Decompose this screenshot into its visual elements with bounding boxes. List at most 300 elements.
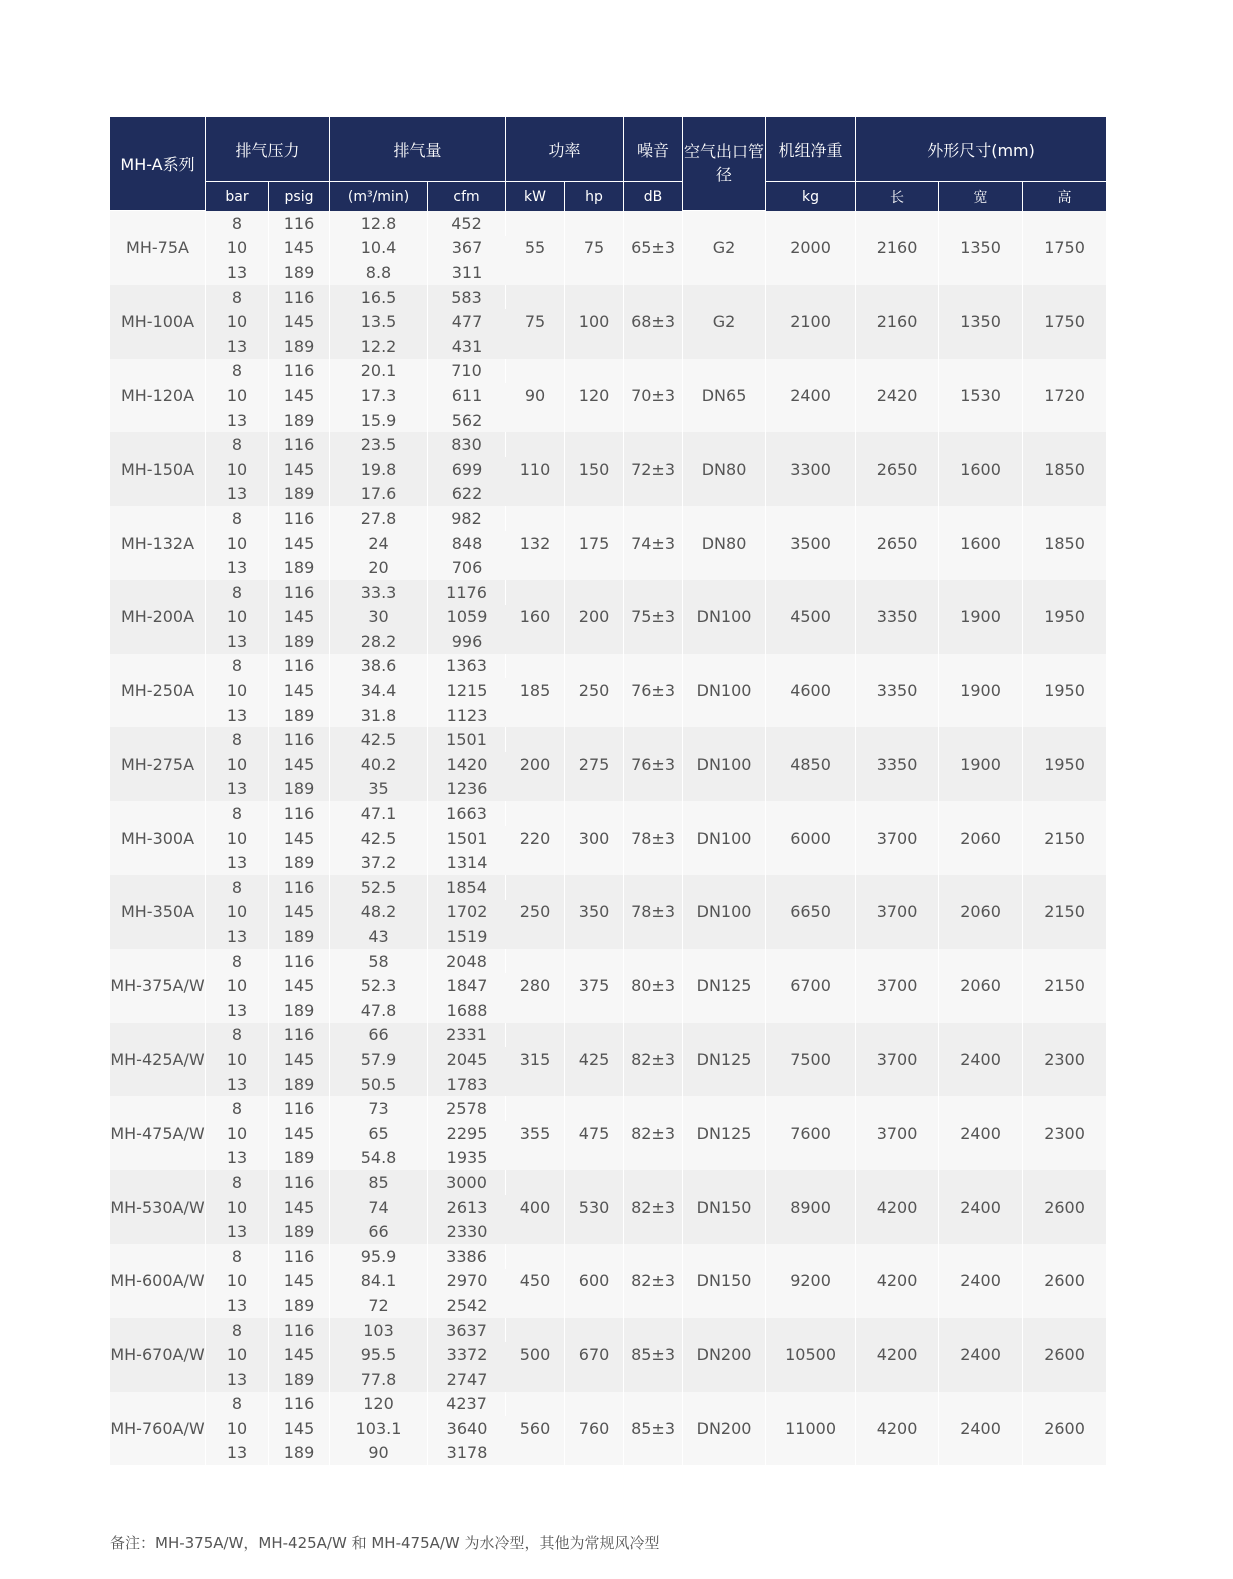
model-name-cell: MH-350A — [110, 875, 206, 949]
height-cell: 1720 — [1023, 359, 1106, 433]
m3min-cell: 54.8 — [330, 1146, 428, 1171]
psig-cell: 145 — [269, 752, 330, 777]
table-row — [110, 1096, 1106, 1121]
psig-cell: 116 — [269, 1318, 330, 1343]
cfm-cell: 1059 — [428, 605, 506, 630]
kw-cell: 355 — [506, 1096, 565, 1170]
psig-cell: 189 — [269, 334, 330, 359]
bar-cell: 8 — [206, 432, 269, 457]
psig-cell: 116 — [269, 432, 330, 457]
cfm-cell: 1236 — [428, 777, 506, 802]
table-row — [110, 801, 1106, 826]
hp-cell: 600 — [565, 1244, 624, 1318]
cfm-cell: 996 — [428, 629, 506, 654]
bar-cell: 13 — [206, 998, 269, 1023]
unit-bar: bar — [206, 182, 269, 211]
kw-cell: 185 — [506, 654, 565, 728]
psig-cell: 145 — [269, 973, 330, 998]
cfm-cell: 1519 — [428, 924, 506, 949]
bar-cell: 10 — [206, 457, 269, 482]
m3min-cell: 43 — [330, 924, 428, 949]
outlet-cell: DN80 — [683, 506, 766, 580]
width-cell: 2060 — [939, 875, 1023, 949]
height-cell: 2300 — [1023, 1023, 1106, 1097]
outlet-cell: DN100 — [683, 580, 766, 654]
hp-cell: 670 — [565, 1318, 624, 1392]
kw-cell: 250 — [506, 875, 565, 949]
psig-cell: 189 — [269, 1441, 330, 1466]
width-cell: 1350 — [939, 285, 1023, 359]
weight-cell: 2000 — [766, 211, 856, 285]
m3min-cell: 12.8 — [330, 211, 428, 236]
psig-cell: 116 — [269, 801, 330, 826]
bar-cell: 10 — [206, 826, 269, 851]
hp-cell: 75 — [565, 211, 624, 285]
bar-cell: 13 — [206, 1293, 269, 1318]
psig-cell: 145 — [269, 457, 330, 482]
model-name-cell: MH-600A/W — [110, 1244, 206, 1318]
kw-cell: 160 — [506, 580, 565, 654]
cfm-cell: 1501 — [428, 727, 506, 752]
cfm-cell: 452 — [428, 211, 506, 236]
db-cell: 75±3 — [624, 580, 683, 654]
m3min-cell: 17.6 — [330, 482, 428, 507]
model-name-cell: MH-530A/W — [110, 1170, 206, 1244]
table-row — [110, 211, 1106, 236]
cfm-cell: 477 — [428, 309, 506, 334]
width-cell: 1900 — [939, 654, 1023, 728]
table-row — [110, 1392, 1106, 1417]
psig-cell: 189 — [269, 850, 330, 875]
weight-cell: 6700 — [766, 949, 856, 1023]
psig-cell: 116 — [269, 285, 330, 310]
outlet-cell: DN100 — [683, 801, 766, 875]
kw-cell: 75 — [506, 285, 565, 359]
weight-cell: 11000 — [766, 1392, 856, 1466]
psig-cell: 116 — [269, 654, 330, 679]
cfm-cell: 1688 — [428, 998, 506, 1023]
cfm-cell: 1847 — [428, 973, 506, 998]
hp-cell: 760 — [565, 1392, 624, 1466]
length-cell: 3350 — [856, 727, 939, 801]
db-cell: 85±3 — [624, 1392, 683, 1466]
bar-cell: 8 — [206, 1244, 269, 1269]
bar-cell: 8 — [206, 211, 269, 236]
model-name-cell: MH-100A — [110, 285, 206, 359]
psig-cell: 189 — [269, 260, 330, 285]
model-name-cell: MH-425A/W — [110, 1023, 206, 1097]
cfm-cell: 3640 — [428, 1416, 506, 1441]
hp-cell: 375 — [565, 949, 624, 1023]
psig-cell: 145 — [269, 531, 330, 556]
cfm-cell: 1420 — [428, 752, 506, 777]
cfm-cell: 611 — [428, 383, 506, 408]
psig-cell: 189 — [269, 629, 330, 654]
table-row — [110, 875, 1106, 900]
bar-cell: 10 — [206, 1195, 269, 1220]
unit-hp: hp — [565, 182, 624, 211]
m3min-cell: 103 — [330, 1318, 428, 1343]
m3min-cell: 42.5 — [330, 727, 428, 752]
unit-cfm: cfm — [428, 182, 506, 211]
kw-cell: 55 — [506, 211, 565, 285]
cfm-cell: 1123 — [428, 703, 506, 728]
weight-cell: 4600 — [766, 654, 856, 728]
bar-cell: 8 — [206, 727, 269, 752]
kw-cell: 220 — [506, 801, 565, 875]
m3min-cell: 52.3 — [330, 973, 428, 998]
bar-cell: 13 — [206, 777, 269, 802]
psig-cell: 189 — [269, 1219, 330, 1244]
cfm-cell: 2045 — [428, 1047, 506, 1072]
m3min-cell: 37.2 — [330, 850, 428, 875]
bar-cell: 8 — [206, 875, 269, 900]
psig-cell: 116 — [269, 875, 330, 900]
cfm-cell: 1215 — [428, 678, 506, 703]
unit-kg: kg — [766, 182, 856, 211]
width-cell: 1600 — [939, 432, 1023, 506]
hp-cell: 425 — [565, 1023, 624, 1097]
m3min-cell: 8.8 — [330, 260, 428, 285]
table-row — [110, 506, 1106, 531]
m3min-cell: 120 — [330, 1392, 428, 1417]
width-cell: 2060 — [939, 801, 1023, 875]
length-cell: 2650 — [856, 506, 939, 580]
psig-cell: 145 — [269, 383, 330, 408]
outlet-cell: DN100 — [683, 727, 766, 801]
kw-cell: 200 — [506, 727, 565, 801]
cfm-cell: 431 — [428, 334, 506, 359]
unit-psig: psig — [269, 182, 330, 211]
kw-cell: 500 — [506, 1318, 565, 1392]
cfm-cell: 1935 — [428, 1146, 506, 1171]
psig-cell: 145 — [269, 1195, 330, 1220]
db-cell: 74±3 — [624, 506, 683, 580]
m3min-cell: 12.2 — [330, 334, 428, 359]
width-cell: 1530 — [939, 359, 1023, 433]
m3min-cell: 13.5 — [330, 309, 428, 334]
outlet-cell: G2 — [683, 285, 766, 359]
length-cell: 4200 — [856, 1318, 939, 1392]
bar-cell: 13 — [206, 1072, 269, 1097]
hp-cell: 350 — [565, 875, 624, 949]
psig-cell: 189 — [269, 482, 330, 507]
hp-cell: 275 — [565, 727, 624, 801]
m3min-cell: 24 — [330, 531, 428, 556]
m3min-cell: 47.8 — [330, 998, 428, 1023]
bar-cell: 10 — [206, 309, 269, 334]
bar-cell: 10 — [206, 605, 269, 630]
m3min-cell: 84.1 — [330, 1269, 428, 1294]
bar-cell: 13 — [206, 1367, 269, 1392]
m3min-cell: 95.9 — [330, 1244, 428, 1269]
kw-cell: 90 — [506, 359, 565, 433]
hp-cell: 150 — [565, 432, 624, 506]
cfm-cell: 1702 — [428, 900, 506, 925]
bar-cell: 8 — [206, 1318, 269, 1343]
outlet-cell: DN150 — [683, 1170, 766, 1244]
height-cell: 2300 — [1023, 1096, 1106, 1170]
model-name-cell: MH-120A — [110, 359, 206, 433]
weight-cell: 8900 — [766, 1170, 856, 1244]
table-row — [110, 654, 1106, 679]
cfm-cell: 562 — [428, 408, 506, 433]
psig-cell: 116 — [269, 1244, 330, 1269]
power-header: 功率 — [506, 117, 624, 182]
unit-db: dB — [624, 182, 683, 211]
cfm-cell: 622 — [428, 482, 506, 507]
cfm-cell: 1176 — [428, 580, 506, 605]
outlet-cell: G2 — [683, 211, 766, 285]
model-name-cell: MH-250A — [110, 654, 206, 728]
weight-cell: 2100 — [766, 285, 856, 359]
weight-cell: 7500 — [766, 1023, 856, 1097]
m3min-cell: 66 — [330, 1219, 428, 1244]
m3min-cell: 95.5 — [330, 1342, 428, 1367]
db-cell: 82±3 — [624, 1170, 683, 1244]
cfm-cell: 583 — [428, 285, 506, 310]
length-cell: 3350 — [856, 580, 939, 654]
cfm-cell: 3178 — [428, 1441, 506, 1466]
cfm-cell: 3637 — [428, 1318, 506, 1343]
width-cell: 2400 — [939, 1096, 1023, 1170]
psig-cell: 145 — [269, 1047, 330, 1072]
bar-cell: 13 — [206, 482, 269, 507]
height-cell: 2150 — [1023, 875, 1106, 949]
bar-cell: 13 — [206, 408, 269, 433]
bar-cell: 8 — [206, 1170, 269, 1195]
cfm-cell: 2970 — [428, 1269, 506, 1294]
height-cell: 1750 — [1023, 285, 1106, 359]
psig-cell: 145 — [269, 1416, 330, 1441]
weight-header: 机组净重 — [766, 117, 856, 182]
m3min-cell: 48.2 — [330, 900, 428, 925]
table-row — [110, 285, 1106, 310]
m3min-cell: 50.5 — [330, 1072, 428, 1097]
db-cell: 85±3 — [624, 1318, 683, 1392]
outlet-cell: DN125 — [683, 1096, 766, 1170]
pressure-header: 排气压力 — [206, 117, 330, 182]
bar-cell: 10 — [206, 973, 269, 998]
bar-cell: 13 — [206, 260, 269, 285]
outlet-cell: DN125 — [683, 949, 766, 1023]
table-row — [110, 1244, 1106, 1269]
bar-cell: 10 — [206, 1047, 269, 1072]
bar-cell: 8 — [206, 1392, 269, 1417]
weight-cell: 4500 — [766, 580, 856, 654]
bar-cell: 10 — [206, 900, 269, 925]
bar-cell: 13 — [206, 1146, 269, 1171]
table-row — [110, 432, 1106, 457]
psig-cell: 189 — [269, 1367, 330, 1392]
m3min-cell: 17.3 — [330, 383, 428, 408]
bar-cell: 13 — [206, 629, 269, 654]
psig-cell: 145 — [269, 605, 330, 630]
m3min-cell: 65 — [330, 1121, 428, 1146]
model-name-cell: MH-75A — [110, 211, 206, 285]
cfm-cell: 3000 — [428, 1170, 506, 1195]
m3min-cell: 47.1 — [330, 801, 428, 826]
db-cell: 65±3 — [624, 211, 683, 285]
m3min-cell: 73 — [330, 1096, 428, 1121]
kw-cell: 280 — [506, 949, 565, 1023]
cfm-cell: 1314 — [428, 850, 506, 875]
cfm-cell: 710 — [428, 359, 506, 384]
bar-cell: 8 — [206, 359, 269, 384]
weight-cell: 6000 — [766, 801, 856, 875]
m3min-cell: 90 — [330, 1441, 428, 1466]
length-cell: 2160 — [856, 285, 939, 359]
length-cell: 4200 — [856, 1392, 939, 1466]
width-cell: 2400 — [939, 1244, 1023, 1318]
m3min-cell: 38.6 — [330, 654, 428, 679]
height-cell: 2600 — [1023, 1244, 1106, 1318]
footnote: 备注：MH-375A/W，MH-425A/W 和 MH-475A/W 为水冷型，其他为常规风冷型 — [110, 1534, 660, 1552]
psig-cell: 116 — [269, 727, 330, 752]
db-cell: 82±3 — [624, 1023, 683, 1097]
width-cell: 1900 — [939, 580, 1023, 654]
length-cell: 3700 — [856, 1023, 939, 1097]
bar-cell: 10 — [206, 752, 269, 777]
length-cell: 3700 — [856, 949, 939, 1023]
cfm-cell: 1783 — [428, 1072, 506, 1097]
db-cell: 80±3 — [624, 949, 683, 1023]
hp-cell: 300 — [565, 801, 624, 875]
unit-m3min: (m³/min) — [330, 182, 428, 211]
m3min-cell: 103.1 — [330, 1416, 428, 1441]
bar-cell: 10 — [206, 678, 269, 703]
model-name-cell: MH-200A — [110, 580, 206, 654]
weight-cell: 4850 — [766, 727, 856, 801]
hp-cell: 250 — [565, 654, 624, 728]
model-name-cell: MH-670A/W — [110, 1318, 206, 1392]
unit-kw: kW — [506, 182, 565, 211]
psig-cell: 189 — [269, 555, 330, 580]
table-row — [110, 580, 1106, 605]
psig-cell: 189 — [269, 703, 330, 728]
model-name-cell: MH-300A — [110, 801, 206, 875]
outlet-cell: DN200 — [683, 1318, 766, 1392]
m3min-cell: 85 — [330, 1170, 428, 1195]
weight-cell: 6650 — [766, 875, 856, 949]
m3min-cell: 30 — [330, 605, 428, 630]
cfm-cell: 1854 — [428, 875, 506, 900]
model-name-cell: MH-475A/W — [110, 1096, 206, 1170]
table-row — [110, 1023, 1106, 1048]
bar-cell: 8 — [206, 285, 269, 310]
cfm-cell: 2331 — [428, 1023, 506, 1048]
bar-cell: 8 — [206, 1023, 269, 1048]
psig-cell: 116 — [269, 1170, 330, 1195]
bar-cell: 10 — [206, 383, 269, 408]
length-cell: 2650 — [856, 432, 939, 506]
weight-cell: 3300 — [766, 432, 856, 506]
weight-cell: 7600 — [766, 1096, 856, 1170]
m3min-cell: 20 — [330, 555, 428, 580]
outlet-header: 空气出口管径 — [683, 117, 766, 211]
m3min-cell: 31.8 — [330, 703, 428, 728]
m3min-cell: 16.5 — [330, 285, 428, 310]
outlet-cell: DN100 — [683, 875, 766, 949]
psig-cell: 189 — [269, 1072, 330, 1097]
db-cell: 82±3 — [624, 1096, 683, 1170]
unit-width: 宽 — [939, 182, 1023, 211]
bar-cell: 10 — [206, 1121, 269, 1146]
outlet-cell: DN80 — [683, 432, 766, 506]
height-cell: 2600 — [1023, 1170, 1106, 1244]
cfm-cell: 2578 — [428, 1096, 506, 1121]
weight-cell: 10500 — [766, 1318, 856, 1392]
length-cell: 2160 — [856, 211, 939, 285]
cfm-cell: 311 — [428, 260, 506, 285]
bar-cell: 13 — [206, 1219, 269, 1244]
height-cell: 2600 — [1023, 1318, 1106, 1392]
db-cell: 70±3 — [624, 359, 683, 433]
cfm-cell: 848 — [428, 531, 506, 556]
psig-cell: 116 — [269, 506, 330, 531]
bar-cell: 10 — [206, 236, 269, 261]
height-cell: 2150 — [1023, 801, 1106, 875]
m3min-cell: 10.4 — [330, 236, 428, 261]
psig-cell: 189 — [269, 924, 330, 949]
width-cell: 2400 — [939, 1170, 1023, 1244]
bar-cell: 13 — [206, 555, 269, 580]
width-cell: 2400 — [939, 1318, 1023, 1392]
m3min-cell: 66 — [330, 1023, 428, 1048]
psig-cell: 189 — [269, 777, 330, 802]
outlet-cell: DN200 — [683, 1392, 766, 1466]
hp-cell: 120 — [565, 359, 624, 433]
psig-cell: 116 — [269, 1023, 330, 1048]
cfm-cell: 982 — [428, 506, 506, 531]
psig-cell: 145 — [269, 826, 330, 851]
bar-cell: 13 — [206, 334, 269, 359]
length-cell: 3700 — [856, 1096, 939, 1170]
db-cell: 78±3 — [624, 801, 683, 875]
outlet-cell: DN100 — [683, 654, 766, 728]
length-cell: 4200 — [856, 1244, 939, 1318]
cfm-cell: 2747 — [428, 1367, 506, 1392]
m3min-cell: 23.5 — [330, 432, 428, 457]
model-name-cell: MH-375A/W — [110, 949, 206, 1023]
m3min-cell: 19.8 — [330, 457, 428, 482]
psig-cell: 145 — [269, 678, 330, 703]
hp-cell: 100 — [565, 285, 624, 359]
psig-cell: 189 — [269, 408, 330, 433]
psig-cell: 189 — [269, 1146, 330, 1171]
bar-cell: 13 — [206, 924, 269, 949]
m3min-cell: 77.8 — [330, 1367, 428, 1392]
bar-cell: 8 — [206, 580, 269, 605]
table-body — [110, 211, 1106, 1465]
psig-cell: 116 — [269, 949, 330, 974]
hp-cell: 175 — [565, 506, 624, 580]
bar-cell: 10 — [206, 531, 269, 556]
db-cell: 78±3 — [624, 875, 683, 949]
cfm-cell: 2542 — [428, 1293, 506, 1318]
width-cell: 1900 — [939, 727, 1023, 801]
psig-cell: 116 — [269, 580, 330, 605]
bar-cell: 10 — [206, 1269, 269, 1294]
height-cell: 1850 — [1023, 432, 1106, 506]
cfm-cell: 706 — [428, 555, 506, 580]
m3min-cell: 35 — [330, 777, 428, 802]
m3min-cell: 33.3 — [330, 580, 428, 605]
kw-cell: 560 — [506, 1392, 565, 1466]
m3min-cell: 74 — [330, 1195, 428, 1220]
dimensions-header: 外形尺寸(mm) — [856, 117, 1106, 182]
psig-cell: 189 — [269, 998, 330, 1023]
